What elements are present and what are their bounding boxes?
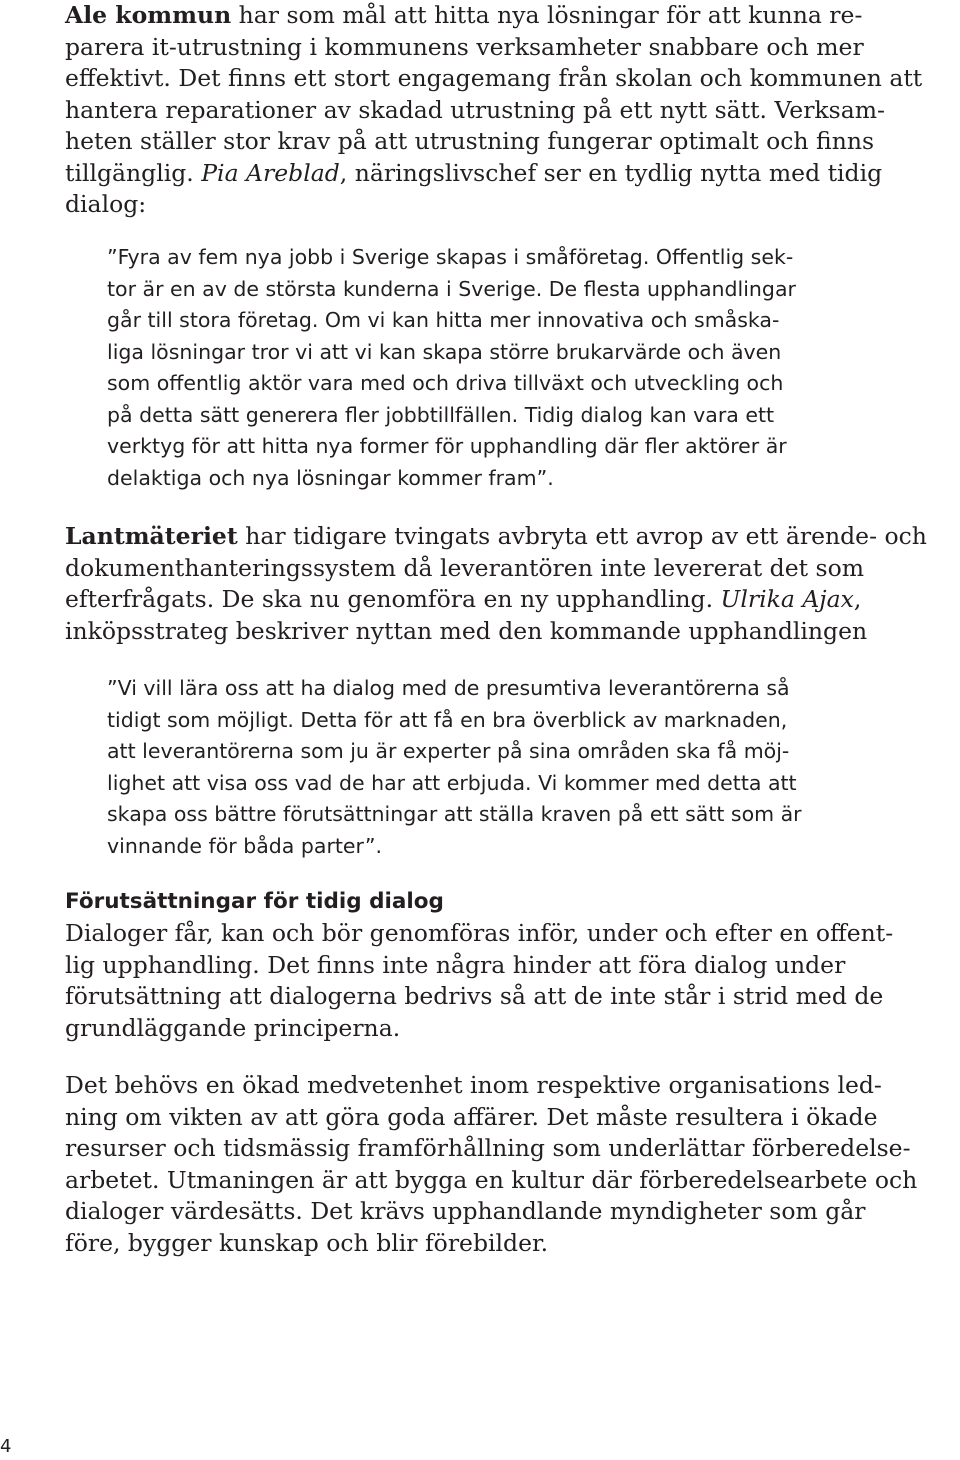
lead-organization-lantmateriet: Lantmäteriet bbox=[65, 522, 238, 550]
person-name-pia-areblad: Pia Areblad bbox=[201, 158, 340, 187]
quote-ulrika-ajax: ”Vi vill lära oss att ha dialog med de presumtiva leverantörerna så tidigt som möjligt. Detta för att få en bra överblick av marknaden, att leverantörerna som ju är experter på sina områden ska få möj- lighet att visa oss vad de har att erbjuda. Vi kommer med detta att skapa oss bättre förutsättningar att ställa kraven på ett sätt som är vinnande för båda parter”. bbox=[107, 676, 802, 858]
page-number: 4 bbox=[0, 1436, 12, 1457]
paragraph-text: , inköpsstrateg beskriver nyttan med den kommande upphandlingen bbox=[65, 585, 868, 645]
paragraph-lantmateriet bbox=[65, 521, 927, 647]
paragraph-text: har tidigare tvingats avbryta ett avrop av ett ärende- och dokumenthanteringssystem då leverantören inte levererat det som efterfrågats. De ska nu genomföra en ny upphandling. bbox=[65, 522, 927, 613]
section-heading: Förutsättningar för tidig dialog bbox=[65, 889, 444, 914]
paragraph-dialoger: Dialoger får, kan och bör genomföras inför, under och efter en offent- lig upphandling. Det finns inte några hinder att föra dialog under förutsättning att dialogerna bedrivs så att de inte står i strid med de grundläggande principerna. bbox=[65, 919, 894, 1042]
quote-pia-areblad: ”Fyra av fem nya jobb i Sverige skapas i småföretag. Offentlig sek- tor är en av de största kunderna i Sverige. De flesta upphandlingar går till stora företag. Om vi kan hitta mer innovativa och småska- liga lösningar tror vi att vi kan skapa större brukarvärde och även som offentlig aktör vara med och driva tillväxt och utveckling och på detta sätt generera fler jobbtillfällen. Tidig dialog kan vara ett verktyg för att hitta nya former för upphandling där fler aktörer är delaktiga och nya lösningar kommer fram”. bbox=[107, 245, 796, 490]
lead-organization-ale-kommun: Ale kommun bbox=[65, 1, 232, 29]
paragraph-text: har som mål att hitta nya lösningar för att kunna re- parera it-utrustning i kommunens verksamheter snabbare och mer effektivt. Det finns ett stort engagemang från skolan och kommunen att hantera reparationer av skadad utrustning på ett nytt sätt. Verksam- heten ställer stor krav på att utrustning fungerar optimalt och finns tillgänglig. bbox=[65, 1, 923, 187]
paragraph-text: , näringslivschef ser en tydlig nytta med tidig dialog: bbox=[65, 158, 883, 218]
paragraph-medvetenhet: Det behövs en ökad medvetenhet inom respektive organisations led- ning om vikten av att göra goda affärer. Det måste resultera i ökade resurser och tidsmässig framförhållning som underlättar förberedelse- arbetet. Utmaningen är att bygga en kultur där förberedelsearbete och dialoger värdesätts. Det krävs upphandlande myndigheter som går före, bygger kunskap och blir förebilder. bbox=[65, 1071, 918, 1257]
person-name-ulrika-ajax: Ulrika Ajax bbox=[720, 585, 854, 613]
paragraph-ale-kommun bbox=[65, 0, 922, 221]
